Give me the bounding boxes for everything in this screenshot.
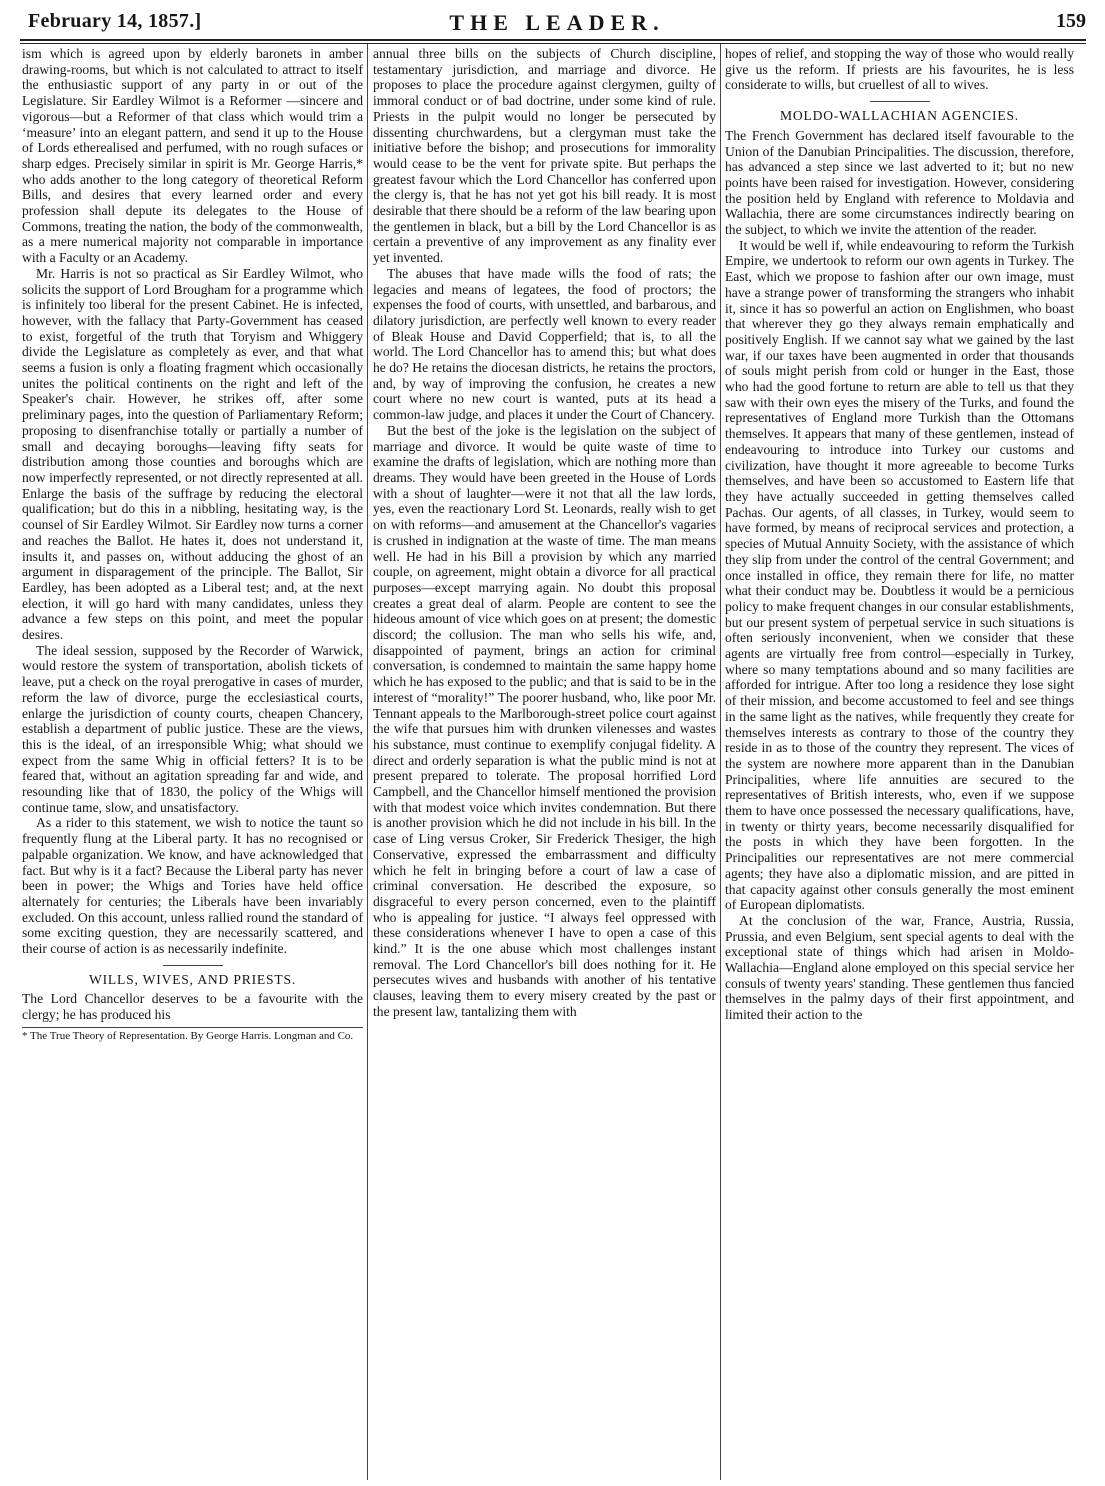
section-divider [870,101,930,102]
section-heading: MOLDO-WALLACHIAN AGENCIES. [779,108,1020,124]
column-3 [725,46,1074,1476]
paragraph: It would be well if, while endeavouring to reform the Turkish Empire, we undertook to reform our own agents in Turkey. The East, which we propose to fashion after our own image, must have a strange power of transforming the strangers who inhabit it, since it has so powerful an action on Englishmen, who boast that wherever they go they always remain emphatically and positively English. If we cannot say what we gained by the last war, if our taxes have been augmented in order that thousands of souls might perish from cold or hunger in the East, those who had the good fortune to return are able to tell us that they saw with their own eyes the misery of the Turks, and found the representatives of England more Turkish than the Ottomans themselves. It appears that many of these gentlemen, instead of endeavouring to introduce into Turkey our customs and civilization, have thought it more agreeable to become Turks themselves, and have been so accustomed to Eastern life that they have actually succeeded in getting themselves called Pachas. Our agents, of all classes, in Turkey, would seem to have formed, by means of reciprocal services and protection, a species of Mutual Annuity Society, with the assistance of which they slip from under the control of the central Government; and once installed in office, they remain there for life, no matter what their conduct may be. Doubtless it would be a pernicious policy to make frequent changes in our consular establishments, but our present system of perpetual service in such situations is often seriously inconvenient, when we consider that these agents are virtually free from control—especially in Turkey, where so many temptations abound and so many facilities are afforded for intrigue. After too long a residence they lose sight of their mission, and become accustomed to feel and see things in the same light as the natives, while frequently they create for themselves interests as contrary to those of the country they reside in as to those of the country they represent. The vices of the system are nowhere more apparent than in the Danubian Principalities, where life annuities are secured to the representatives of British interests, who, even if we suppose them to have once possessed the necessary qualifications, have, in twenty or thirty years, become necessarily disqualified for the posts in which they have been forgotten. In the Principalities our representatives are not mere commercial agents; they have also a diplomatic mission, and are pitted in that capacity against other consuls generally the most eminent of European diplomatists. [725,237,1074,913]
issue-date: February 14, 1857.] [28,10,202,32]
paragraph: ism which is agreed upon by elderly baronets in amber drawing-rooms, but which is not calculated to attract to itself the enthusiastic support of any party in or out of the Legislature. Sir Eardley Wilmot is a Reformer —sincere and vigorous—but a Reformer of that class which would trim a ‘measure’ into an elegant pattern, and send it up to the House of Lords etherealised and perfumed, with no rough sufaces or sharp edges. Precisely similar in spirit is Mr. George Harris,* who adds another to the long category of theoretical Reform Bills, and desires that every learned order and every profession shall depute its delegates to the House of Commons, treating the nation, the body of the commonwealth, as a mere numerical majority not comparable in importance with a Faculty or an Academy. [22,46,363,266]
column-1 [22,46,363,1476]
column-divider-1 [367,44,368,1480]
section-heading: WILLS, WIVES, AND PRIESTS. [88,971,297,987]
paragraph: annual three bills on the subjects of Church discipline, testamentary jurisdiction, and marriage and divorce. He proposes to place the procedure against clergymen, guilty of immoral conduct or of bad doctrine, under some kind of rule. Priests in the pulpit would no longer be persecuted by dissenting churchwardens, but a clergyman must take the initiative before the bishop; and prosecutions for immorality would cease to be the vent for private spite. But perhaps the greatest favour which the Lord Chancellor has conferred upon the clergy is, that he has not yet got his bill ready. It is most desirable that there should be a reform of the law bearing upon the gentlemen in black, but a bill by the Lord Chancellor is as certain a preventive of any improvement as any finality ever yet invented. [373,46,716,266]
masthead-rule-thin [20,43,1086,44]
page-number: 159 [1056,10,1086,32]
paragraph: The abuses that have made wills the food of rats; the legacies and means of legatees, the food of proctors; the expenses the food of courts, with unsettled, and barbarous, and dilatory jurisdiction, are perfectly well known to every reader of Bleak House and David Copperfield; that is, to all the world. The Lord Chancellor has to amend this; but what does he do? He retains the diocesan districts, he retains the proctors, and, by way of improving the confusion, he creates a new court where no new court is wanted, puts at its head a common-law judge, and places it under the Court of Chancery. [373,265,716,423]
section-divider [163,965,223,966]
paragraph: hopes of relief, and stopping the way of those who would really give us the reform. If priests are his favourites, he is less considerate to wills, but cruellest of all to wives. [725,46,1074,93]
masthead [28,6,1086,36]
paragraph: The ideal session, supposed by the Recorder of Warwick, would restore the system of transportation, abolish tickets of leave, put a check on the royal prerogative in cases of murder, reform the law of divorce, purge the ecclesiastical courts, enlarge the jurisdiction of county courts, cheapen Chancery, establish a department of public justice. These are the views, this is the ideal, of an irresponsible Whig; what should we expect from the same Whig in official fetters? It is to be feared that, without an agitation spreading far and wide, and resounding like that of 1830, the policy of the Whigs will continue tame, slow, and unsatisfactory. [22,642,363,815]
paragraph: The Lord Chancellor deserves to be a favourite with the clergy; he has produced his [22,991,363,1023]
paragraph: The French Government has declared itself favourable to the Union of the Danubian Principalities. The discussion, therefore, has advanced a step since we last adverted to it; but no new points have been raised for investigation. However, considering the position held by England with reference to Moldavia and Wallachia, there are some circumstances indirectly bearing on the subject, to which we invite the attention of the reader. [725,127,1074,238]
column-divider-2 [720,44,721,1480]
footnote: * The True Theory of Representation. By George Harris. Longman and Co. [22,1027,363,1043]
paragraph: But the best of the joke is the legislation on the subject of marriage and divorce. It would be quite waste of time to examine the drafts of legislation, which are nothing more than dreams. They would have been greeted in the House of Lords with a shout of laughter—were it not that all the law lords, yes, even the reactionary Lord St. Leonards, really wish to get on with reforms—and amusement at the Chancellor's vagaries is crushed in indignation at the waste of time. The man means well. He had in his Bill a provision by which any married couple, on agreement, might obtain a divorce for all practical purposes—except marrying again. No doubt this proposal creates a great deal of alarm. People are content to see the hideous amount of vice which goes on at present; the domestic discord; the collusion. The man who sells his wife, and, disappointed of payment, brings an action for criminal conversation, is condemned to maintain the same happy home which he has exposed to the public; and that is said to be in the interest of “morality!” The poorer husband, who, like poor Mr. Tennant appeals to the Marlborough-street police court against the wife that pursues him with drunken vilenesses and wastes his substance, must continue to exemplify conjugal fidelity. A direct and orderly separation is what the public mind is not at present prepared to tolerate. The proposal horrified Lord Campbell, and the Chancellor himself mentioned the provision with that modest voice which invites condemnation. But there is another provision which he did not include in his bill. In the case of Ling versus Croker, Sir Frederick Thesiger, the high Conservative, expressed the embarrassment and difficulty which he felt in bringing before a court of law a case of criminal conversation. He described the exposure, so disgraceful to every person concerned, even to the plaintiff who is appealing for justice. “I always feel oppressed with these considerations whenever I have to open a case of this kind.” It is the one abuse which most challenges instant removal. The Lord Chancellor's bill does nothing for it. He persecutes wives and husbands with another of his tentative clauses, leaving them to every misery created by the past or the present law, tantalizing them with [373,422,716,1019]
paragraph: As a rider to this statement, we wish to notice the taunt so frequently flung at the Liberal party. It has no recognised or palpable organization. We know, and have acknowledged that fact. But why is it a fact? Because the Liberal party has never been in power; the Whigs and Tories have held office alternately for centuries; the Liberals have been invariably excluded. On this account, unless rallied round the standard of some exciting question, they are necessarily scattered, and their course of action is as necessarily indefinite. [22,815,363,957]
newspaper-title: THE LEADER. [449,10,665,35]
paragraph: At the conclusion of the war, France, Austria, Russia, Prussia, and even Belgium, sent special agents to deal with the exceptional state of things which had arisen in Moldo-Wallachia—England alone employed on this special service her consuls of twenty years' standing. These gentlemen thus fancied themselves in the palmy days of their first appointment, and limited their action to the [725,912,1074,1023]
paragraph: Mr. Harris is not so practical as Sir Eardley Wilmot, who solicits the support of Lord Brougham for a programme which is infinitely too liberal for the present Cabinet. He is infected, however, with the fallacy that Party-Government has ceased to exist, forgetful of the truth that Toryism and Whiggery divide the Legislature as completely as ever, and that what seems a fusion is only a floating fragment which occasionally unites the political continents on the right and left of the Speaker's chair. However, he strikes off, after some preliminary pages, into the question of Parliamentary Reform; proposing to disenfranchise totally or partially a number of small and decaying boroughs—leaving fifty seats for distribution among those counties and boroughs which are now imperfectly represented, or not directly represented at all. Enlarge the basis of the suffrage by reducing the electoral qualification; but do this in a nibbling, hesitating way, is the counsel of Sir Eardley Wilmot. Sir Eardley now turns a corner and reaches the Ballot. He hates it, does not understand it, insults it, and passes on, without adducing the ghost of an argument in disparagement of the principle. The Ballot, Sir Eardley, has been adopted as a Liberal test; and, at the next election, it will go hard with many candidates, unless they advance a few steps on this point, and meet the popular desires. [22,265,363,643]
masthead-rule [20,39,1086,41]
column-2 [373,46,716,1476]
